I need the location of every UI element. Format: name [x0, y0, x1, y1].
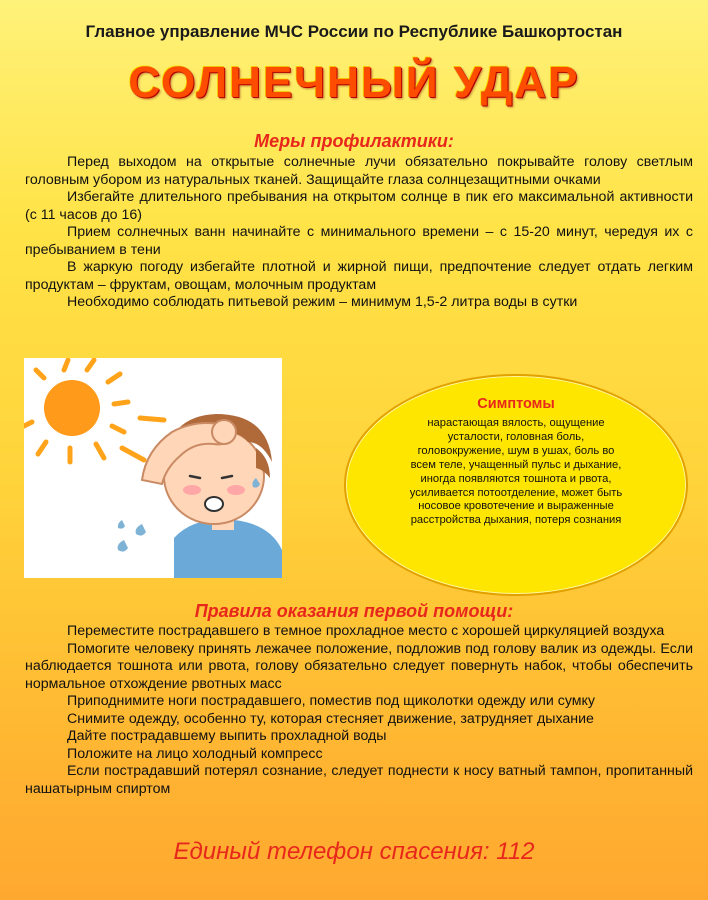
list-item: Избегайте длительного пребывания на открытом солнце в пик его максимальной активности (с 11 часов до 16): [25, 189, 693, 224]
organization-header: Главное управление МЧС России по Республике Башкортостан: [85, 22, 623, 41]
checkmark-icon: [0, 711, 3, 729]
checkmark-icon: [0, 189, 3, 207]
list-item: Переместите пострадавшего в темное прохладное место с хорошей циркуляцией воздуха: [25, 623, 693, 641]
symptoms-text: нарастающая вялость, ощущение усталости, головная боль, головокружение, шум в ушах, боль во всем теле, учащенный пульс и дыхание, иногда появляются тошнота и рвота, усиливается потоотделение, может быть носовое кровотечение и выраженные расстройства дыхания, потеря сознания: [409, 417, 623, 527]
first-aid-heading: Правила оказания первой помощи:: [194, 601, 514, 621]
checkmark-icon: [0, 259, 3, 277]
sunstroke-boy-illustration: [24, 358, 282, 578]
checkmark-icon: [0, 693, 3, 711]
list-item: Необходимо соблюдать питьевой режим – минимум 1,5-2 литра воды в сутки: [25, 294, 693, 312]
emergency-phone: Единый телефон спасения: 112: [173, 838, 535, 865]
list-item: Дайте пострадавшему выпить прохладной воды: [25, 728, 693, 746]
checkmark-icon: [0, 623, 3, 641]
symptoms-heading: Симптомы: [477, 396, 555, 412]
checkmark-icon: [0, 154, 3, 172]
list-item: Снимите одежду, особенно ту, которая стесняет движение, затрудняет дыхание: [25, 711, 693, 729]
list-item: Перед выходом на открытые солнечные лучи обязательно покрывайте голову светлым головным убором из натуральных тканей. Защищайте глаза солнцезащитными очками: [25, 154, 693, 189]
checkmark-icon: [0, 641, 3, 659]
checkmark-icon: [0, 224, 3, 242]
page-title: СОЛНЕЧНЫЙ УДАР: [128, 58, 580, 107]
list-item: Прием солнечных ванн начинайте с минимального времени – с 15-20 минут, чередуя их с пребыванием в тени: [25, 224, 693, 259]
checkmark-icon: [0, 728, 3, 746]
checkmark-icon: [0, 763, 3, 781]
checkmark-icon: [0, 746, 3, 764]
prevention-list: [25, 154, 693, 312]
list-item: Приподнимите ноги пострадавшего, поместив под щиколотки одежду или сумку: [25, 693, 693, 711]
list-item: В жаркую погоду избегайте плотной и жирной пищи, предпочтение следует отдать легким продуктам – фруктам, овощам, молочным продуктам: [25, 259, 693, 294]
list-item: Положите на лицо холодный компресс: [25, 746, 693, 764]
prevention-heading: Меры профилактики:: [254, 131, 454, 151]
list-item: Помогите человеку принять лежачее положение, подложив под голову валик из одежды. Если наблюдается тошнота или рвота, голову обязательно следует повернуть набок, чтобы обеспечить нормальное отхождение рвотных масс: [25, 641, 693, 694]
checkmark-icon: [0, 294, 3, 312]
list-item: Если пострадавший потерял сознание, следует поднести к носу ватный тампон, пропитанный нашатырным спиртом: [25, 763, 693, 798]
first-aid-list: [25, 623, 693, 798]
symptoms-panel: [344, 374, 688, 596]
